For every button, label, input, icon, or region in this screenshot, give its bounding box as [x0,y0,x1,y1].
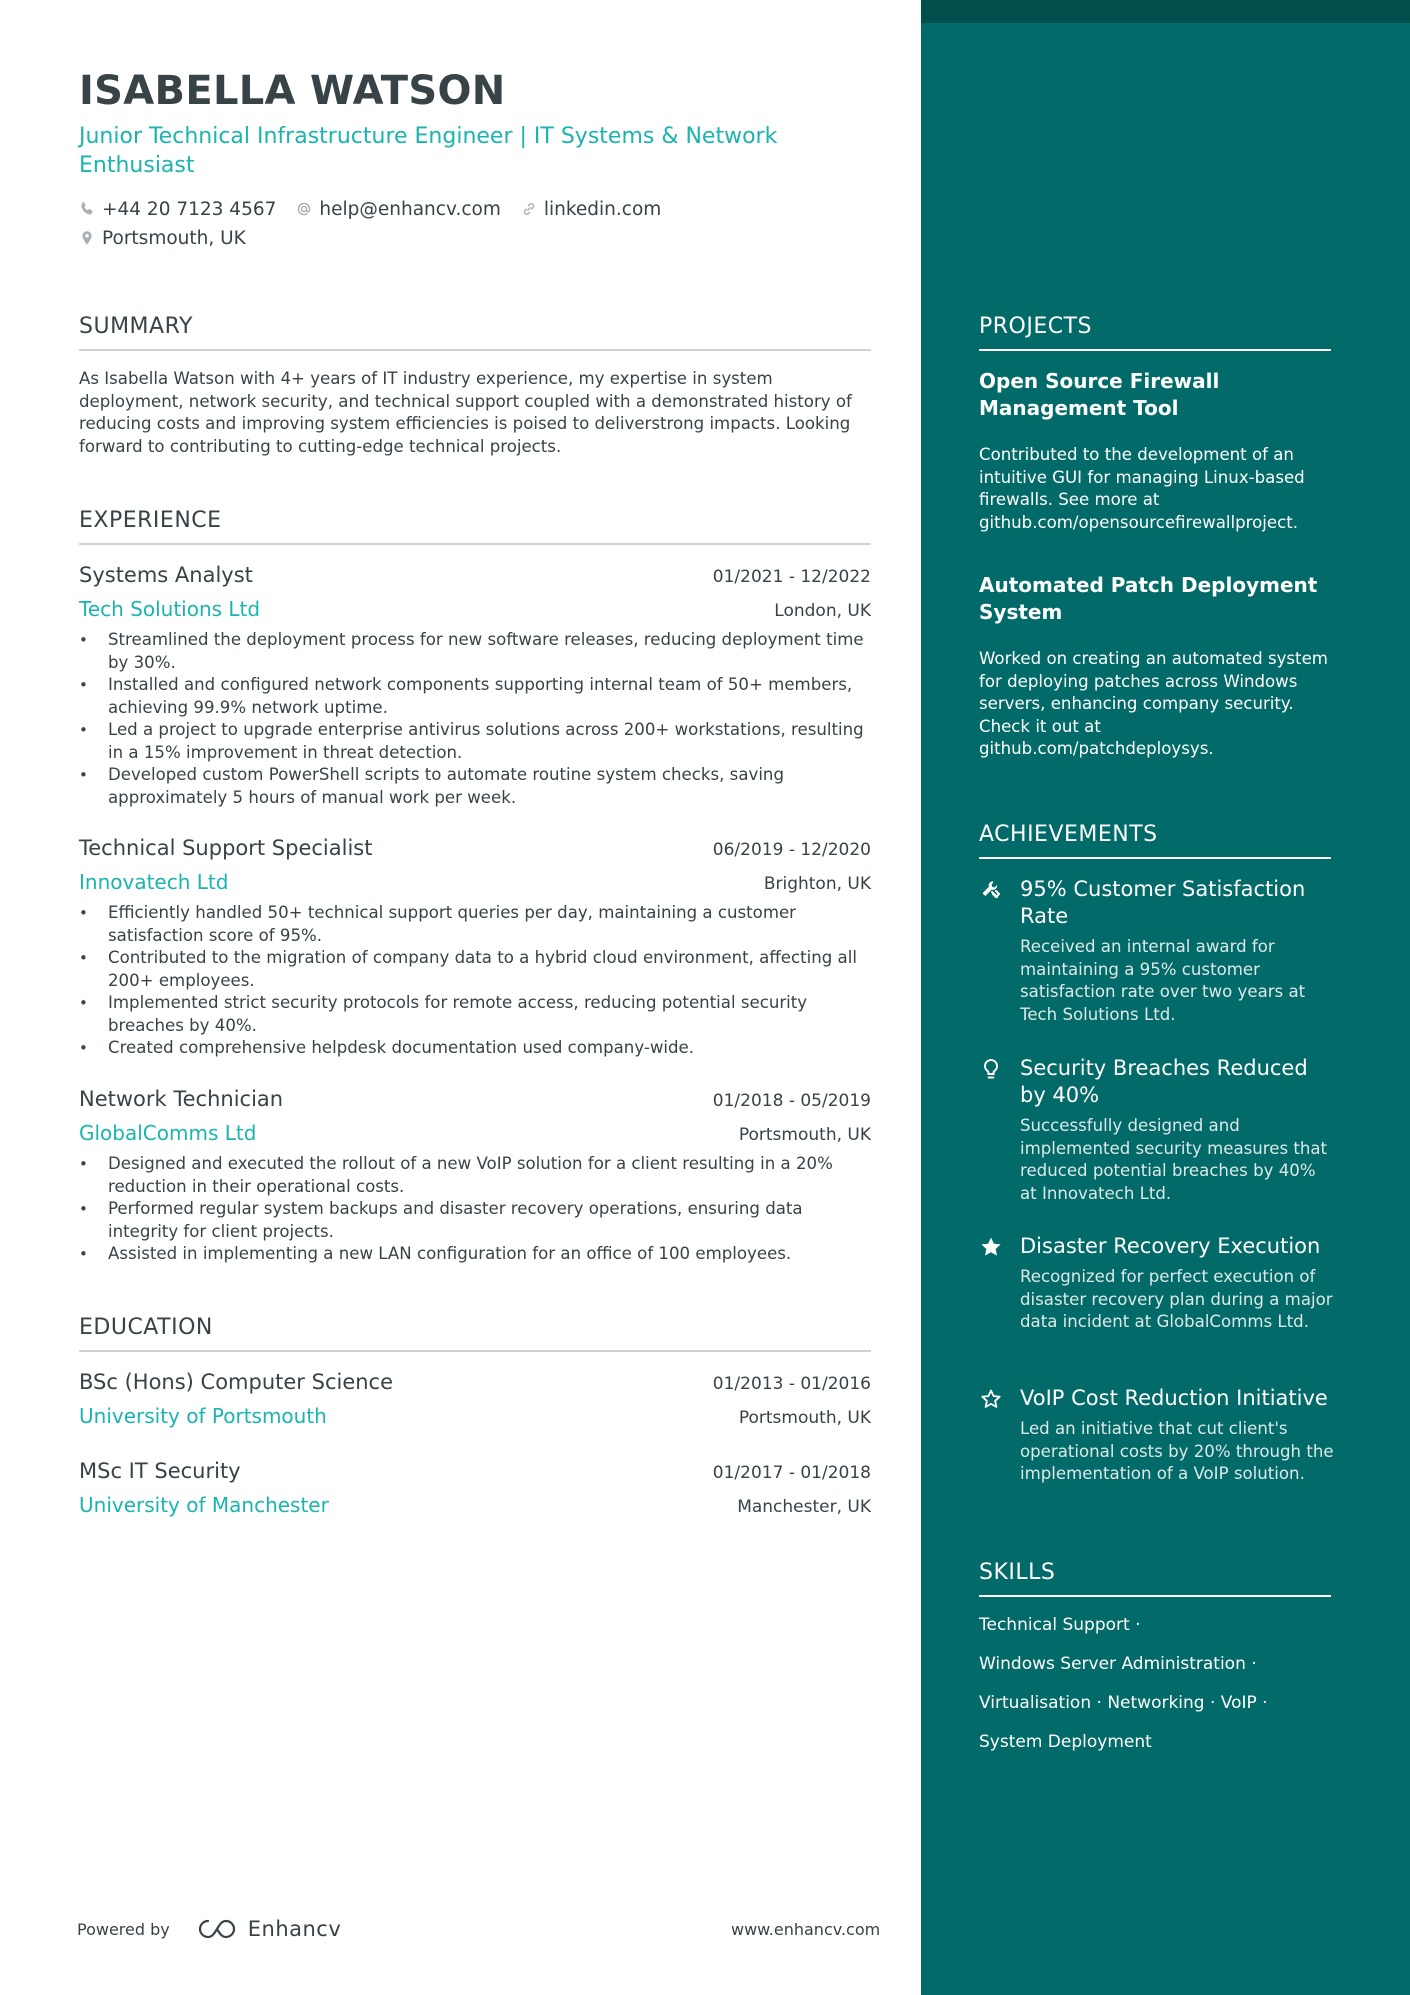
contact-email[interactable] [296,199,500,220]
contact-phone[interactable] [79,199,276,220]
link-icon [521,201,537,217]
skills-list [979,1614,1331,1770]
job-location: Portsmouth, UK [738,1125,871,1145]
project-entry [979,368,1331,534]
job-location: Brighton, UK [763,874,871,894]
enhancv-logo-icon [194,1916,240,1942]
degree-title: MSc IT Security [79,1459,241,1483]
skill-line: System Deployment [979,1732,1152,1752]
achievement-title: Disaster Recovery Execution [1020,1234,1321,1258]
phone-icon [79,201,95,217]
projects-heading: PROJECTS [979,314,1331,351]
candidate-title: Junior Technical Infrastructure Engineer | IT Systems & Network Enthusiast [79,124,778,178]
location-pin-icon [79,230,95,246]
skill-line: Windows Server Administration · [979,1654,1257,1674]
contact-row-2 [79,226,266,250]
education-entry [79,1370,871,1428]
candidate-name: ISABELLA WATSON [79,68,506,114]
project-title: Automated Patch Deployment System [979,573,1318,624]
lightbulb-icon [979,1057,1003,1081]
bullet-item: • Contributed to the migration of company data to a hybrid cloud environment, affecting all 200+ employees. [79,947,871,992]
footer-branding [77,1916,341,1942]
at-sign-icon [296,201,312,217]
brand-link[interactable] [194,1916,342,1942]
school-location: Portsmouth, UK [738,1408,871,1428]
bullet-item: • Created comprehensive helpdesk documentation used company-wide. [79,1037,871,1060]
experience-entry [79,563,871,809]
achievement-item [979,1233,1334,1334]
bullet-item: • Efficiently handled 50+ technical support queries per day, maintaining a customer satisfaction score of 95%. [79,902,871,947]
job-location: London, UK [774,601,871,621]
job-dates: 01/2021 - 12/2022 [712,567,871,587]
achievement-description: Led an initiative that cut client's operational costs by 20% through the implementation of a VoIP solution. [1020,1419,1334,1483]
job-title: Technical Support Specialist [79,836,373,860]
job-bullets [79,629,871,809]
bullet-item: • Designed and executed the rollout of a new VoIP solution for a client resulting in a 20% reduction in their operational costs. [79,1153,871,1198]
skill-line: Virtualisation · Networking · VoIP · [979,1693,1268,1713]
achievement-description: Recognized for perfect execution of disaster recovery plan during a major data incident at GlobalComms Ltd. [1020,1267,1333,1331]
job-bullets [79,1153,871,1266]
education-entry [79,1459,871,1517]
bullet-item: • Streamlined the deployment process for new software releases, reducing deployment time by 30%. [79,629,871,674]
school-location: Manchester, UK [737,1497,871,1517]
bullet-item: • Developed custom PowerShell scripts to automate routine system checks, saving approximately 5 hours of manual work per week. [79,764,871,809]
brand-name: Enhancv [247,1917,342,1941]
job-dates: 01/2018 - 05/2019 [712,1091,871,1111]
achievement-description: Successfully designed and implemented security measures that reduced potential breaches by 40% at Innovatech Ltd. [1020,1116,1328,1203]
school-name: University of Portsmouth [79,1404,327,1428]
tools-icon [979,878,1003,902]
school-name: University of Manchester [79,1493,329,1517]
project-entry [979,572,1331,761]
achievements-heading: ACHIEVEMENTS [979,822,1331,859]
summary-text: As Isabella Watson with 4+ years of IT industry experience, my expertise in system deployment, network security, and technical support coupled with a demonstrated history of reducing costs and improving system efficiencies is poised to deliverstrong impacts. Looking forward to contributing to cutting-edge technical projects. [79,369,852,456]
linkedin-link: linkedin.com [543,198,662,220]
project-description: Worked on creating an automated system for deploying patches across Windows servers, enhancing company security. Check it out at github.com/patchdeploysys. [979,649,1328,758]
job-dates: 06/2019 - 12/2020 [712,840,871,860]
phone-number: +44 20 7123 4567 [102,198,277,220]
job-title: Network Technician [79,1087,284,1111]
job-bullets [79,902,871,1060]
achievement-item [979,1385,1334,1486]
achievement-item [979,876,1334,1026]
location-text: Portsmouth, UK [102,227,246,249]
job-title: Systems Analyst [79,563,253,587]
experience-heading: EXPERIENCE [79,508,871,545]
achievement-title: Security Breaches Reduced by 40% [1020,1056,1308,1107]
education-dates: 01/2013 - 01/2016 [712,1374,871,1394]
bullet-item: • Installed and configured network components supporting internal team of 50+ members, achieving 99.9% network uptime. [79,674,871,719]
contact-location [79,228,246,249]
star-filled-icon [979,1235,1003,1259]
achievement-title: 95% Customer Satisfaction Rate [1020,877,1306,928]
education-dates: 01/2017 - 01/2018 [712,1463,871,1483]
job-company: GlobalComms Ltd [79,1121,257,1145]
bullet-item: • Led a project to upgrade enterprise antivirus solutions across 200+ workstations, resulting in a 15% improvement in threat detection. [79,719,871,764]
summary-heading: SUMMARY [79,314,871,351]
website-link[interactable]: www.enhancv.com [731,1920,881,1939]
project-description: Contributed to the development of an intuitive GUI for managing Linux-based firewalls. See more at github.com/opensourcefirewallproject. [979,445,1305,532]
bullet-item: • Performed regular system backups and disaster recovery operations, ensuring data integrity for client projects. [79,1198,871,1243]
experience-entry [79,836,871,1060]
contact-linkedin[interactable] [521,199,661,220]
powered-by-label: Powered by [77,1919,170,1939]
contact-row-1 [79,197,681,221]
bullet-item: • Assisted in implementing a new LAN configuration for an office of 100 employees. [79,1243,871,1266]
project-title: Open Source Firewall Management Tool [979,369,1220,420]
achievement-description: Received an internal award for maintaining a 95% customer satisfaction rate over two years at Tech Solutions Ltd. [1020,937,1306,1024]
bullet-item: • Implemented strict security protocols for remote access, reducing potential security breaches by 40%. [79,992,871,1037]
skills-heading: SKILLS [979,1560,1331,1597]
email-address: help@enhancv.com [319,198,501,220]
skill-line: Technical Support · [979,1615,1141,1635]
experience-entry [79,1087,871,1266]
achievement-title: VoIP Cost Reduction Initiative [1020,1386,1328,1410]
job-company: Tech Solutions Ltd [79,597,261,621]
achievement-item [979,1055,1334,1205]
sidebar-top-bar [921,0,1410,23]
star-outline-icon [979,1387,1003,1411]
degree-title: BSc (Hons) Computer Science [79,1370,394,1394]
education-heading: EDUCATION [79,1315,871,1352]
job-company: Innovatech Ltd [79,870,229,894]
